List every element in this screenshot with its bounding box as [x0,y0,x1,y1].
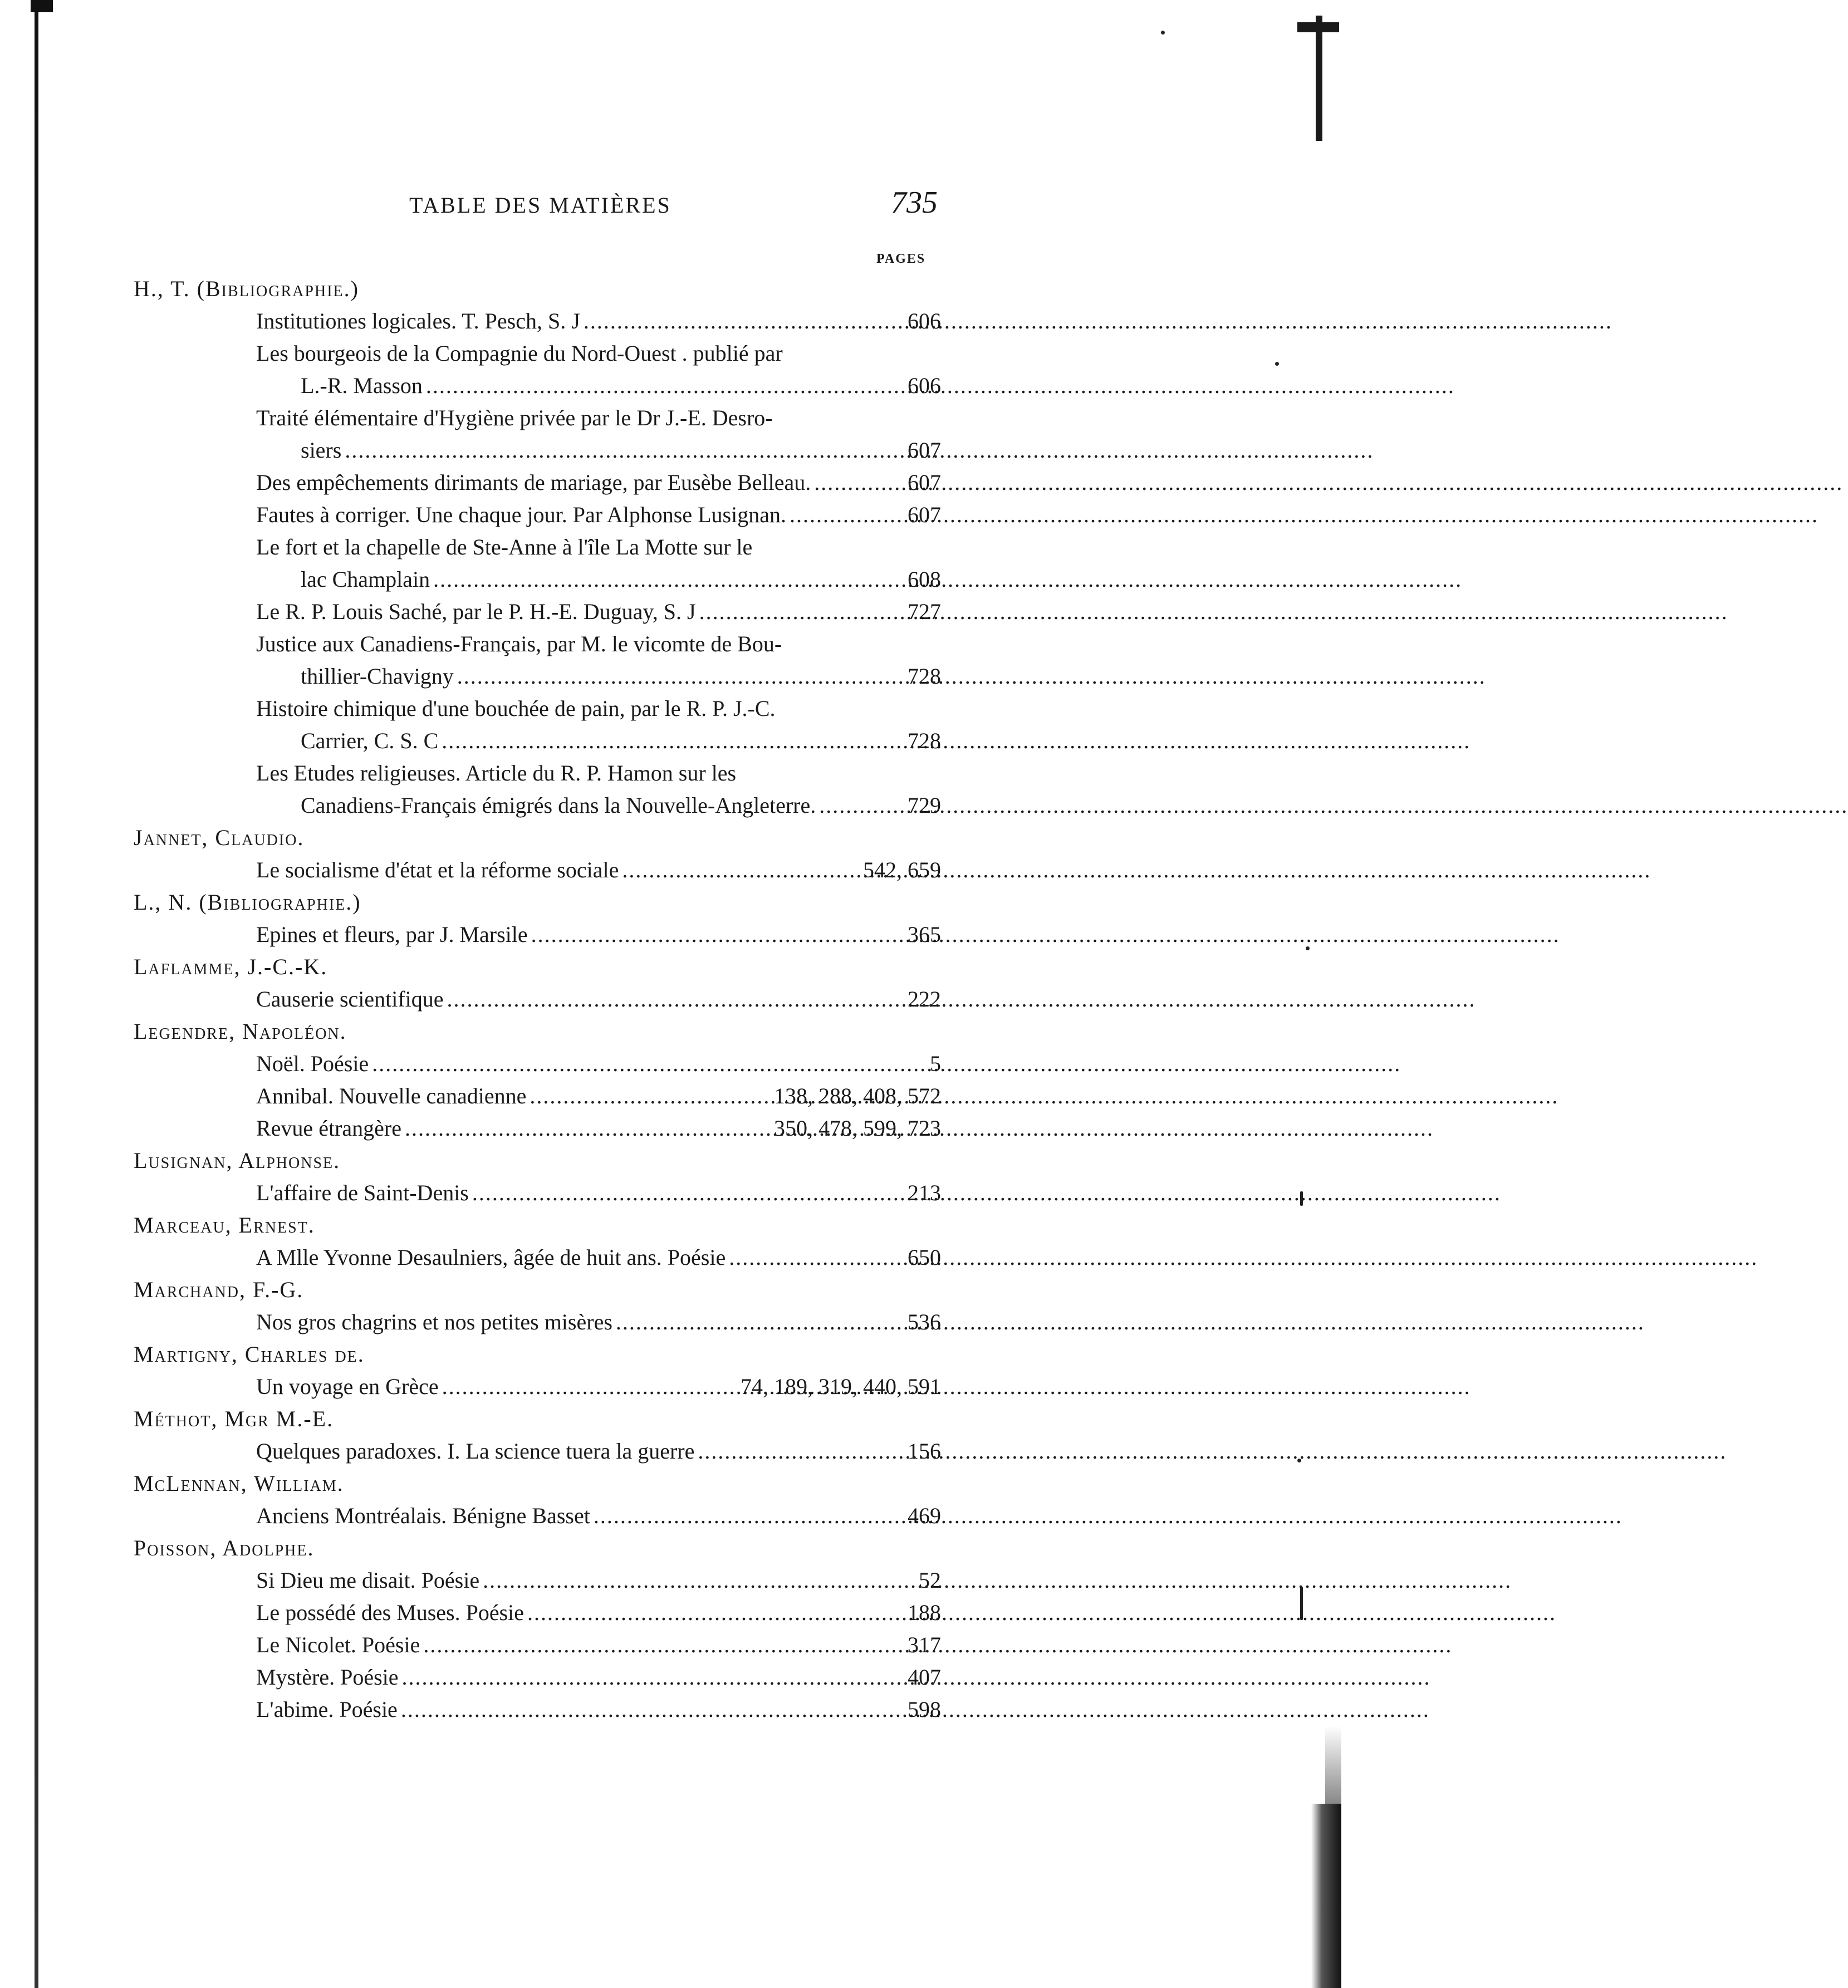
author-heading: Laflamme, J.-C.-K. [134,954,328,979]
author-heading: Legendre, Napoléon. [134,1019,347,1044]
entry-page-number: 607 [908,438,941,463]
index-entry [256,402,941,434]
entry-page-number: 317 [908,1632,941,1657]
index-entry [256,660,941,693]
entry-title: Noël. Poésie [256,1051,369,1076]
leader-dots [790,499,904,531]
leader-dots [819,789,904,822]
index-entry [256,531,941,563]
entry-title: Si Dieu me disait. Poésie [256,1568,480,1593]
entry-page-number: 607 [908,502,941,527]
entry-title: Un voyage en Grèce [256,1374,439,1399]
scan-edge-right-bottom-fade [1325,1726,1341,1815]
leader-dots [472,1177,904,1209]
leader-dots [698,1435,904,1467]
index-entry [256,1435,941,1467]
scan-edge-right-top [1316,16,1322,141]
leader-dots [699,596,904,628]
entry-page-number: 607 [908,470,941,495]
author-heading: Marceau, Ernest. [134,1213,315,1238]
index-entry [256,337,941,370]
entry-page-number: 606 [908,373,941,398]
entry-title: Des empêchements dirimants de mariage, par Eusèbe Belleau. [256,470,811,495]
running-head: TABLE DES MATIÈRES [409,193,671,218]
entry-page-number: 138, 288, 408, 572 [774,1083,941,1108]
entry-title: L'abime. Poésie [256,1697,398,1722]
leader-dots [442,725,904,757]
entry-title: Le R. P. Louis Saché, par le P. H.-E. Duguay, S. J [256,599,696,624]
author-heading: Marchand, F.-G. [134,1277,304,1302]
entry-page-number: 5 [930,1051,941,1076]
leader-dots [527,1597,904,1629]
entry-page-number: 650 [908,1245,941,1270]
entry-page-number: 74, 189, 319, 440, 591 [741,1374,941,1399]
entry-title: Epines et fleurs, par J. Marsile [256,922,528,947]
entry-title: Revue étrangère [256,1116,401,1141]
entry-title: Causerie scientifique [256,986,444,1012]
leader-dots [584,305,904,337]
leader-dots [372,1048,927,1080]
leader-dots [594,1500,904,1532]
entry-title: Les bourgeois de la Compagnie du Nord-Ouest . publié par [256,341,783,366]
leader-dots [729,1241,904,1274]
index-entry [256,693,941,725]
entry-title: thillier-Chavigny [301,664,454,689]
table-of-contents [134,273,941,1726]
entry-page-number: 365 [908,922,941,947]
index-entry [256,789,941,822]
scan-edge-left-top [31,0,53,12]
entry-title: Carrier, C. S. C [301,728,439,753]
index-entry [256,1500,941,1532]
entry-title: Mystère. Poésie [256,1665,399,1690]
author-heading: Martigny, Charles de. [134,1342,365,1367]
index-entry [256,1112,941,1145]
entry-page-number: 729 [908,793,941,818]
index-entry [256,1597,941,1629]
index-entry [256,757,941,789]
author-heading: Lusignan, Alphonse. [134,1148,341,1173]
leader-dots [483,1564,915,1597]
entry-page-number: 407 [908,1665,941,1690]
index-entry [256,854,941,886]
leader-dots [814,467,904,499]
index-entry [256,628,941,660]
entry-title: Anciens Montréalais. Bénigne Basset [256,1503,590,1528]
index-entry [256,1629,941,1661]
entry-page-number: 469 [908,1503,941,1528]
index-entry [256,467,941,499]
entry-page-number: 52 [919,1568,941,1593]
entry-title: L'affaire de Saint-Denis [256,1180,469,1205]
scan-edge-right-bottom [1311,1804,1341,1988]
leader-dots [345,434,904,467]
leader-dots [616,1306,904,1338]
author-heading: H., T. (Bibliographie.) [134,276,359,301]
entry-page-number: 542, 659 [863,857,941,882]
author-heading: Méthot, Mgr M.-E. [134,1406,334,1431]
entry-title: Quelques paradoxes. I. La science tuera la guerre [256,1439,695,1464]
entry-page-number: 222 [908,986,941,1012]
entry-page-number: 608 [908,567,941,592]
leader-dots [402,1661,904,1694]
scan-speck [1275,362,1279,366]
index-entry [256,563,941,596]
entry-title: lac Champlain [301,567,430,592]
leader-dots [457,660,904,693]
index-entry [256,370,941,402]
index-entry [256,1048,941,1080]
index-entry [256,1241,941,1274]
index-entry [256,305,941,337]
leader-dots [447,983,904,1015]
entry-page-number: 536 [908,1309,941,1334]
index-entry [256,919,941,951]
leader-dots [426,370,904,402]
index-entry [256,725,941,757]
index-entry [256,596,941,628]
scan-edge-left [35,0,38,1988]
page-number: 735 [891,185,938,220]
entry-title: siers [301,438,342,463]
entry-page-number: 213 [908,1180,941,1205]
entry-page-number: 156 [908,1439,941,1464]
index-entry [256,1661,941,1694]
entry-title: L.-R. Masson [301,373,423,398]
index-entry [256,434,941,467]
leader-dots [531,919,904,951]
entry-page-number: 350, 478, 599, 723 [774,1116,941,1141]
index-entry [256,499,941,531]
entry-title: A Mlle Yvonne Desaulniers, âgée de huit ans. Poésie [256,1245,726,1270]
entry-title: Les Etudes religieuses. Article du R. P. Hamon sur les [256,760,737,786]
scan-speck [1306,946,1310,950]
entry-title: Traité élémentaire d'Hygiène privée par le Dr J.-E. Desro- [256,405,773,430]
leader-dots [622,854,860,886]
leader-dots [423,1629,904,1661]
leader-dots [433,563,904,596]
leader-dots [405,1112,771,1145]
index-entry [256,1371,941,1403]
entry-page-number: 728 [908,728,941,753]
entry-title: Annibal. Nouvelle canadienne [256,1083,527,1108]
entry-title: Le socialisme d'état et la réforme sociale [256,857,619,882]
pages-column-label: PAGES [876,252,926,266]
index-entry [256,983,941,1015]
index-entry [256,1177,941,1209]
leader-dots [530,1080,771,1112]
author-heading: McLennan, William. [134,1471,344,1496]
scan-speck [1161,31,1165,35]
entry-title: Nos gros chagrins et nos petites misères [256,1309,612,1334]
entry-page-number: 728 [908,664,941,689]
index-entry [256,1306,941,1338]
entry-title: Le possédé des Muses. Poésie [256,1600,525,1625]
entry-title: Le Nicolet. Poésie [256,1632,420,1657]
entry-title: Justice aux Canadiens-Français, par M. le vicomte de Bou- [256,631,782,656]
author-heading: L., N. (Bibliographie.) [134,890,361,915]
entry-title: Histoire chimique d'une bouchée de pain, par le R. P. J.-C. [256,696,776,721]
entry-page-number: 606 [908,308,941,333]
entry-page-number: 598 [908,1697,941,1722]
scan-edge-right-top-cap [1297,22,1339,32]
entry-page-number: 188 [908,1600,941,1625]
author-heading: Poisson, Adolphe. [134,1535,315,1560]
author-heading: Jannet, Claudio. [134,825,305,850]
entry-page-number: 727 [908,599,941,624]
entry-title: Institutiones logicales. T. Pesch, S. J [256,308,580,333]
index-entry [256,1564,941,1597]
index-entry [256,1080,941,1112]
index-entry [256,1694,941,1726]
leader-dots [442,1371,737,1403]
entry-title: Fautes à corriger. Une chaque jour. Par Alphonse Lusignan. [256,502,786,527]
entry-title: Canadiens-Français émigrés dans la Nouvelle-Angleterre. [301,793,816,818]
leader-dots [401,1694,904,1726]
entry-title: Le fort et la chapelle de Ste-Anne à l'île La Motte sur le [256,534,753,559]
